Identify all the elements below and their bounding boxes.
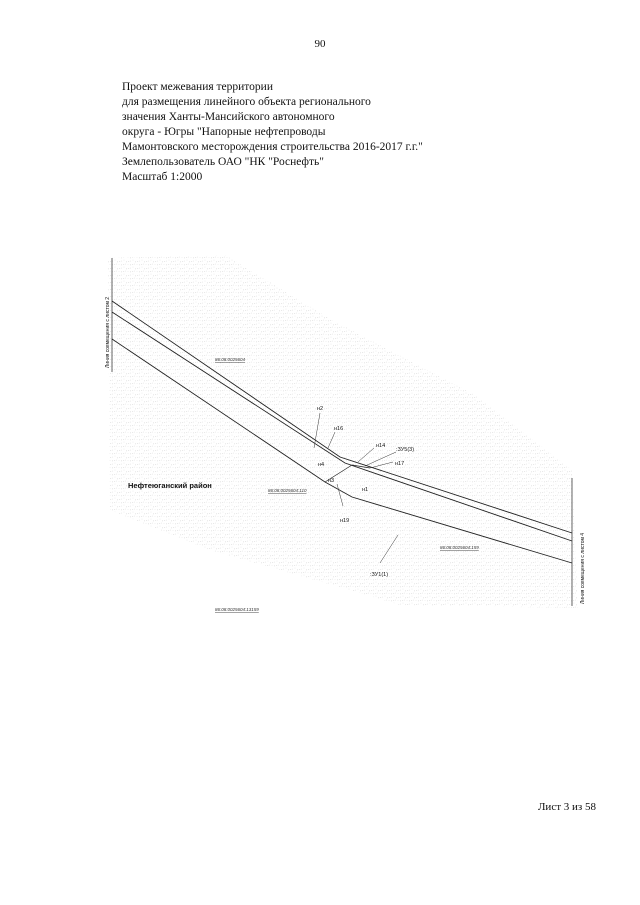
title-line: значения Ханты-Мансийского автономного: [122, 111, 335, 123]
cadastral-number: 86:08:0025604:110: [268, 488, 307, 493]
point-label: н14: [376, 443, 386, 449]
title-line: округа - Югры "Напорные нефтепроводы: [122, 126, 326, 138]
title-line: Проект межевания территории: [122, 81, 273, 93]
cadastral-number: 86:08:0025604:159: [440, 545, 479, 550]
left-edge-label: Линия совмещения с листом 2: [105, 296, 111, 368]
sheet-number: Лист 3 из 58: [537, 801, 596, 813]
title-line: Землепользователь ОАО "НК "Роснефть": [122, 156, 324, 168]
page-number: 90: [314, 38, 326, 50]
cadastral-number: 86:08:0025604:13159: [215, 607, 259, 612]
point-label: н1: [362, 487, 369, 493]
title-line: для размещения линейного объекта регионального: [122, 96, 371, 108]
scale-label: Масштаб 1:2000: [122, 171, 203, 183]
point-label: н2: [317, 406, 324, 412]
cadastral-number: 86:08:0025604: [215, 357, 246, 362]
point-label: н4: [318, 462, 325, 468]
point-label: н3: [328, 478, 335, 484]
point-label: н17: [395, 461, 405, 467]
title-line: Мамонтовского месторождения строительства 2016-2017 г.г.": [122, 141, 423, 153]
point-label: н16: [334, 426, 344, 432]
parcel-label: :ЗУ5(3): [396, 447, 415, 453]
point-label: н19: [340, 518, 350, 524]
parcel-label: :ЗУ1(1): [370, 572, 389, 578]
right-edge-label: Линия совмещения с листом 4: [580, 532, 586, 604]
district-label: Нефтеюганский район: [128, 481, 212, 490]
